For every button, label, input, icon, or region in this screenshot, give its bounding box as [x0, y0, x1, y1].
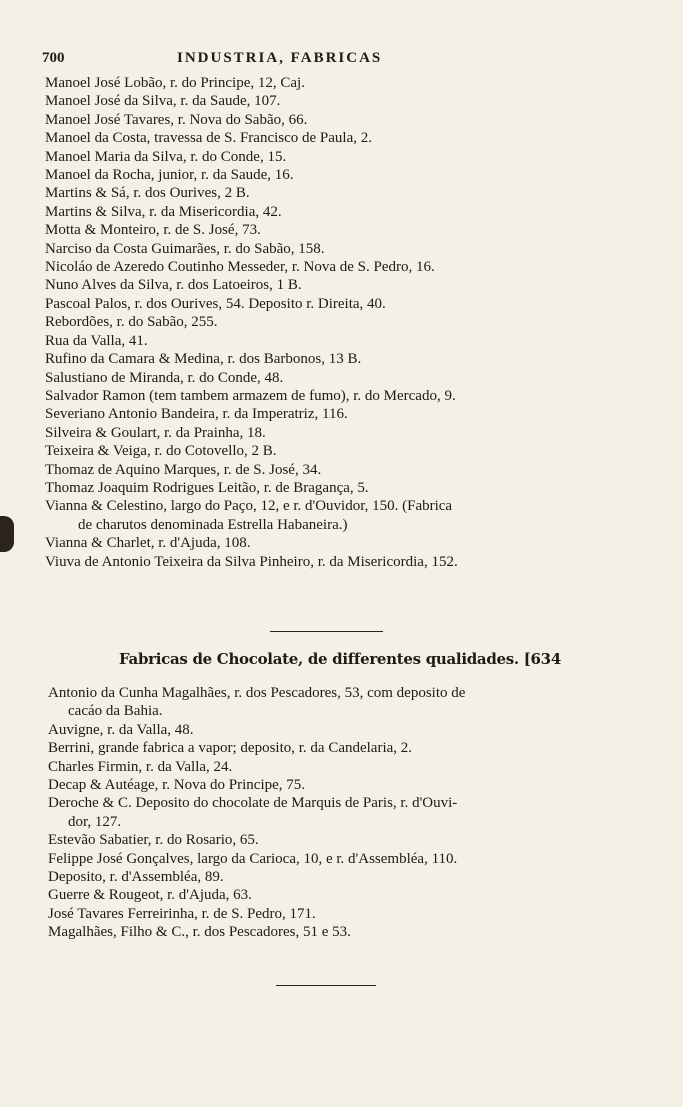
ink-blot	[0, 516, 14, 552]
running-title: INDUSTRIA, FABRICAS	[177, 50, 383, 66]
list-item: Martins & Silva, r. da Misericordia, 42.	[45, 203, 282, 220]
list-item: Rua da Valla, 41.	[45, 332, 148, 349]
chocolate-factory-list	[0, 684, 683, 942]
list-item-continuation: de charutos denominada Estrella Habaneira.)	[78, 516, 348, 533]
list-item-continuation: cacáo da Bahia.	[68, 703, 163, 720]
list-item-continuation: dor, 127.	[68, 813, 122, 830]
page-number: 700	[42, 50, 65, 66]
list-item: Severiano Antonio Bandeira, r. da Imperatriz, 116.	[45, 406, 348, 423]
section-divider	[270, 631, 383, 632]
list-item: Martins & Sá, r. dos Ourives, 2 B.	[45, 185, 250, 202]
list-item: Felippe José Gonçalves, largo da Carioca, 10, e r. d'Assembléa, 110.	[48, 850, 458, 867]
list-item: Manoel da Costa, travessa de S. Francisco de Paula, 2.	[45, 130, 373, 147]
list-item: Thomaz de Aquino Marques, r. de S. José, 34.	[45, 461, 322, 478]
list-item: Decap & Autéage, r. Nova do Principe, 75.	[48, 777, 306, 794]
list-item: Manoel da Rocha, junior, r. da Saude, 16.	[45, 167, 294, 184]
list-item: Nuno Alves da Silva, r. dos Latoeiros, 1 B.	[45, 277, 302, 294]
list-item: Salvador Ramon (tem tambem armazem de fumo), r. do Mercado, 9.	[45, 387, 456, 404]
list-item: Berrini, grande fabrica a vapor; deposito, r. da Candelaria, 2.	[48, 740, 413, 757]
list-item: Silveira & Goulart, r. da Prainha, 18.	[45, 424, 266, 441]
list-item: Magalhães, Filho & C., r. dos Pescadores, 51 e 53.	[48, 924, 351, 941]
list-item: Antonio da Cunha Magalhães, r. dos Pescadores, 53, com deposito de	[48, 685, 466, 701]
list-item: Thomaz Joaquim Rodrigues Leitão, r. de Bragança, 5.	[45, 479, 369, 496]
list-item: Viuva de Antonio Teixeira da Silva Pinheiro, r. da Misericordia, 152.	[45, 553, 458, 570]
list-item: Narciso da Costa Guimarães, r. do Sabão, 158.	[45, 240, 325, 257]
list-item: Manoel José da Silva, r. da Saude, 107.	[45, 93, 281, 110]
list-item: Manoel Maria da Silva, r. do Conde, 15.	[45, 148, 287, 165]
list-item: Guerre & Rougeot, r. d'Ajuda, 63.	[48, 887, 252, 904]
list-item: Rebordões, r. do Sabão, 255.	[45, 314, 218, 331]
list-item: Estevão Sabatier, r. do Rosario, 65.	[48, 832, 259, 849]
list-item: Vianna & Charlet, r. d'Ajuda, 108.	[45, 535, 251, 552]
list-item: Salustiano de Miranda, r. do Conde, 48.	[45, 369, 284, 386]
section-title: Fabricas de Chocolate, de differentes qualidades. [634	[119, 650, 561, 668]
tobacco-factory-list	[0, 74, 683, 571]
list-item: Teixeira & Veiga, r. do Cotovello, 2 B.	[45, 443, 277, 460]
list-item: Motta & Monteiro, r. de S. José, 73.	[45, 222, 261, 239]
list-item: Manoel José Lobão, r. do Principe, 12, Caj.	[45, 75, 305, 91]
list-item: Pascoal Palos, r. dos Ourives, 54. Deposito r. Direita, 40.	[45, 295, 386, 312]
list-item: Rufino da Camara & Medina, r. dos Barbonos, 13 B.	[45, 351, 362, 368]
list-item: Manoel José Tavares, r. Nova do Sabão, 66.	[45, 111, 308, 128]
list-item: Deroche & C. Deposito do chocolate de Marquis de Paris, r. d'Ouvi-	[48, 795, 458, 812]
list-item: Deposito, r. d'Assembléa, 89.	[48, 869, 224, 886]
list-item: José Tavares Ferreirinha, r. de S. Pedro, 171.	[48, 905, 316, 922]
list-item: Auvigne, r. da Valla, 48.	[48, 721, 194, 738]
list-item: Vianna & Celestino, largo do Paço, 12, e r. d'Ouvidor, 150. (Fabrica	[45, 498, 453, 515]
end-divider	[276, 985, 376, 986]
page-header	[42, 50, 442, 72]
list-item: Charles Firmin, r. da Valla, 24.	[48, 758, 233, 775]
list-item: Nicoláo de Azeredo Coutinho Messeder, r. Nova de S. Pedro, 16.	[45, 259, 435, 276]
